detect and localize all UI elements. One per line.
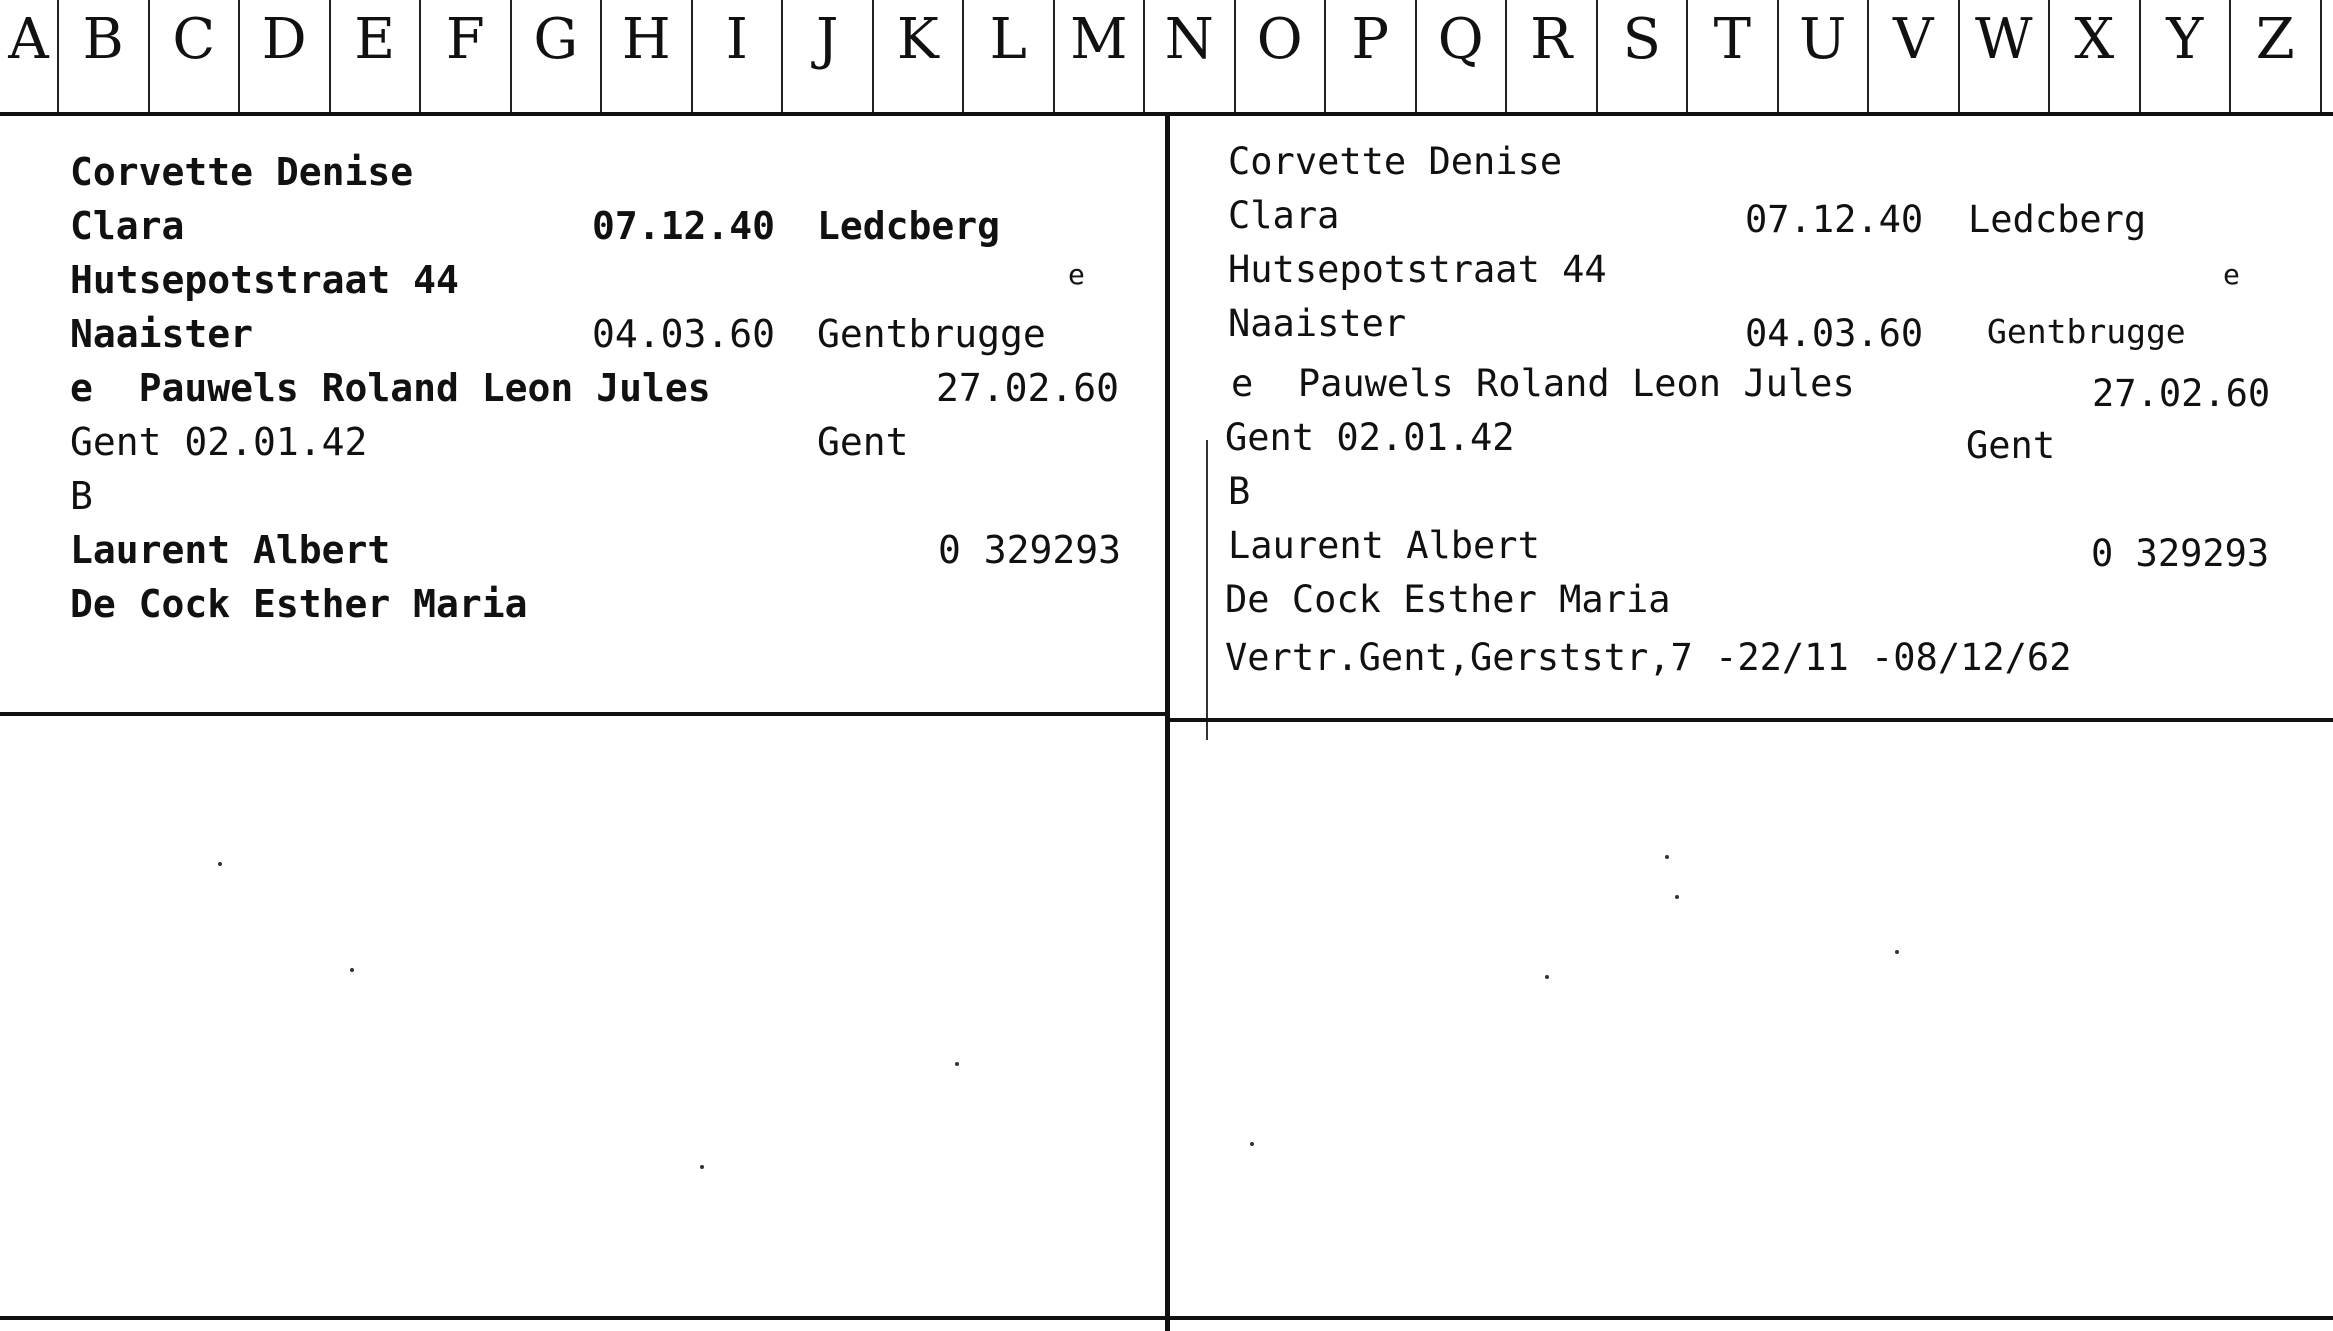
- index-letter-p: P: [1326, 0, 1417, 112]
- card-note: Vertr.Gent,Gerststr,7 -22/11 -08/12/62: [1225, 636, 2072, 679]
- card-marriage-date: 27.02.60: [2092, 372, 2271, 415]
- margin-line: [1206, 440, 1208, 740]
- index-letter-e: E: [331, 0, 422, 112]
- index-letter-n: N: [1145, 0, 1236, 112]
- card-father: Laurent Albert: [70, 528, 391, 572]
- index-letter-g: G: [512, 0, 603, 112]
- card-mother: De Cock Esther Maria: [1225, 578, 1671, 621]
- card-name: Corvette Denise: [1228, 140, 1563, 183]
- index-letter-f: F: [421, 0, 512, 112]
- scan-speck: [218, 862, 222, 866]
- index-letter-b: B: [59, 0, 150, 112]
- card-birth-date: 07.12.40: [1745, 198, 1924, 241]
- card-bottom-right: [1170, 1316, 2333, 1320]
- index-letter-j: J: [783, 0, 874, 112]
- scan-speck: [955, 1062, 959, 1066]
- card-father: Laurent Albert: [1228, 524, 1540, 567]
- card-birth-place: Ledcberg: [1968, 198, 2147, 241]
- index-letter-v: V: [1869, 0, 1960, 112]
- card-birth-place: Ledcberg: [817, 204, 1001, 248]
- card-occupation: Naaister: [70, 312, 254, 356]
- card-number: 0 329293: [2091, 532, 2270, 575]
- card-mark: e: [2223, 258, 2240, 291]
- index-letter-s: S: [1598, 0, 1689, 112]
- card-spouse: e Pauwels Roland Leon Jules: [1231, 362, 1855, 405]
- card-divider-vertical: [1165, 116, 1170, 1331]
- index-letter-o: O: [1236, 0, 1327, 112]
- index-letter-h: H: [602, 0, 693, 112]
- scan-speck: [700, 1165, 704, 1169]
- index-letter-row: [0, 0, 2333, 116]
- index-letter-m: M: [1055, 0, 1146, 112]
- card-place-2: Gentbrugge: [817, 312, 1046, 356]
- card-divider-right: [1170, 718, 2333, 722]
- card-spouse: e Pauwels Roland Leon Jules: [70, 366, 711, 410]
- index-letter-a: A: [0, 0, 59, 112]
- card-number: 0 329293: [938, 528, 1122, 572]
- scan-speck: [350, 968, 354, 972]
- index-letter-q: Q: [1417, 0, 1508, 112]
- card-bottom-left: [0, 1316, 1165, 1320]
- scan-speck: [1250, 1142, 1254, 1146]
- index-letter-r: R: [1507, 0, 1598, 112]
- index-letter-k: K: [874, 0, 965, 112]
- scan-speck: [1675, 895, 1679, 899]
- scan-speck: [1665, 855, 1669, 859]
- index-letter-i: I: [693, 0, 784, 112]
- index-letter-z: Z: [2231, 0, 2322, 112]
- card-first-name: Clara: [1228, 194, 1340, 237]
- card-first-name: Clara: [70, 204, 185, 248]
- card-marriage-place: Gent: [1966, 424, 2056, 467]
- card-place-2: Gentbrugge: [1987, 312, 2186, 351]
- card-address: Hutsepotstraat 44: [1228, 248, 1607, 291]
- card-marriage-place: Gent: [817, 420, 909, 464]
- index-letter-c: C: [150, 0, 241, 112]
- index-letter-t: T: [1688, 0, 1779, 112]
- index-letter-w: W: [1960, 0, 2051, 112]
- card-name: Corvette Denise: [70, 150, 414, 194]
- card-divider-left: [0, 712, 1165, 716]
- card-code: B: [1228, 470, 1251, 513]
- card-occupation: Naaister: [1228, 302, 1407, 345]
- scan-speck: [1895, 950, 1899, 954]
- card-code: B: [70, 474, 93, 518]
- scan-speck: [1545, 975, 1549, 979]
- index-letter-y: Y: [2141, 0, 2232, 112]
- card-mark: e: [1068, 258, 1085, 291]
- card-birth-date: 07.12.40: [592, 204, 776, 248]
- card-address: Hutsepotstraat 44: [70, 258, 459, 302]
- index-letter-u: U: [1779, 0, 1870, 112]
- card-date-2: 04.03.60: [1745, 312, 1924, 355]
- index-letter-x: X: [2050, 0, 2141, 112]
- card-marriage-date: 27.02.60: [936, 366, 1120, 410]
- card-date-2: 04.03.60: [592, 312, 776, 356]
- index-letter-d: D: [240, 0, 331, 112]
- card-spouse-birth: Gent 02.01.42: [1225, 416, 1515, 459]
- card-mother: De Cock Esther Maria: [70, 582, 528, 626]
- card-spouse-birth: Gent 02.01.42: [70, 420, 368, 464]
- index-letter-l: L: [964, 0, 1055, 112]
